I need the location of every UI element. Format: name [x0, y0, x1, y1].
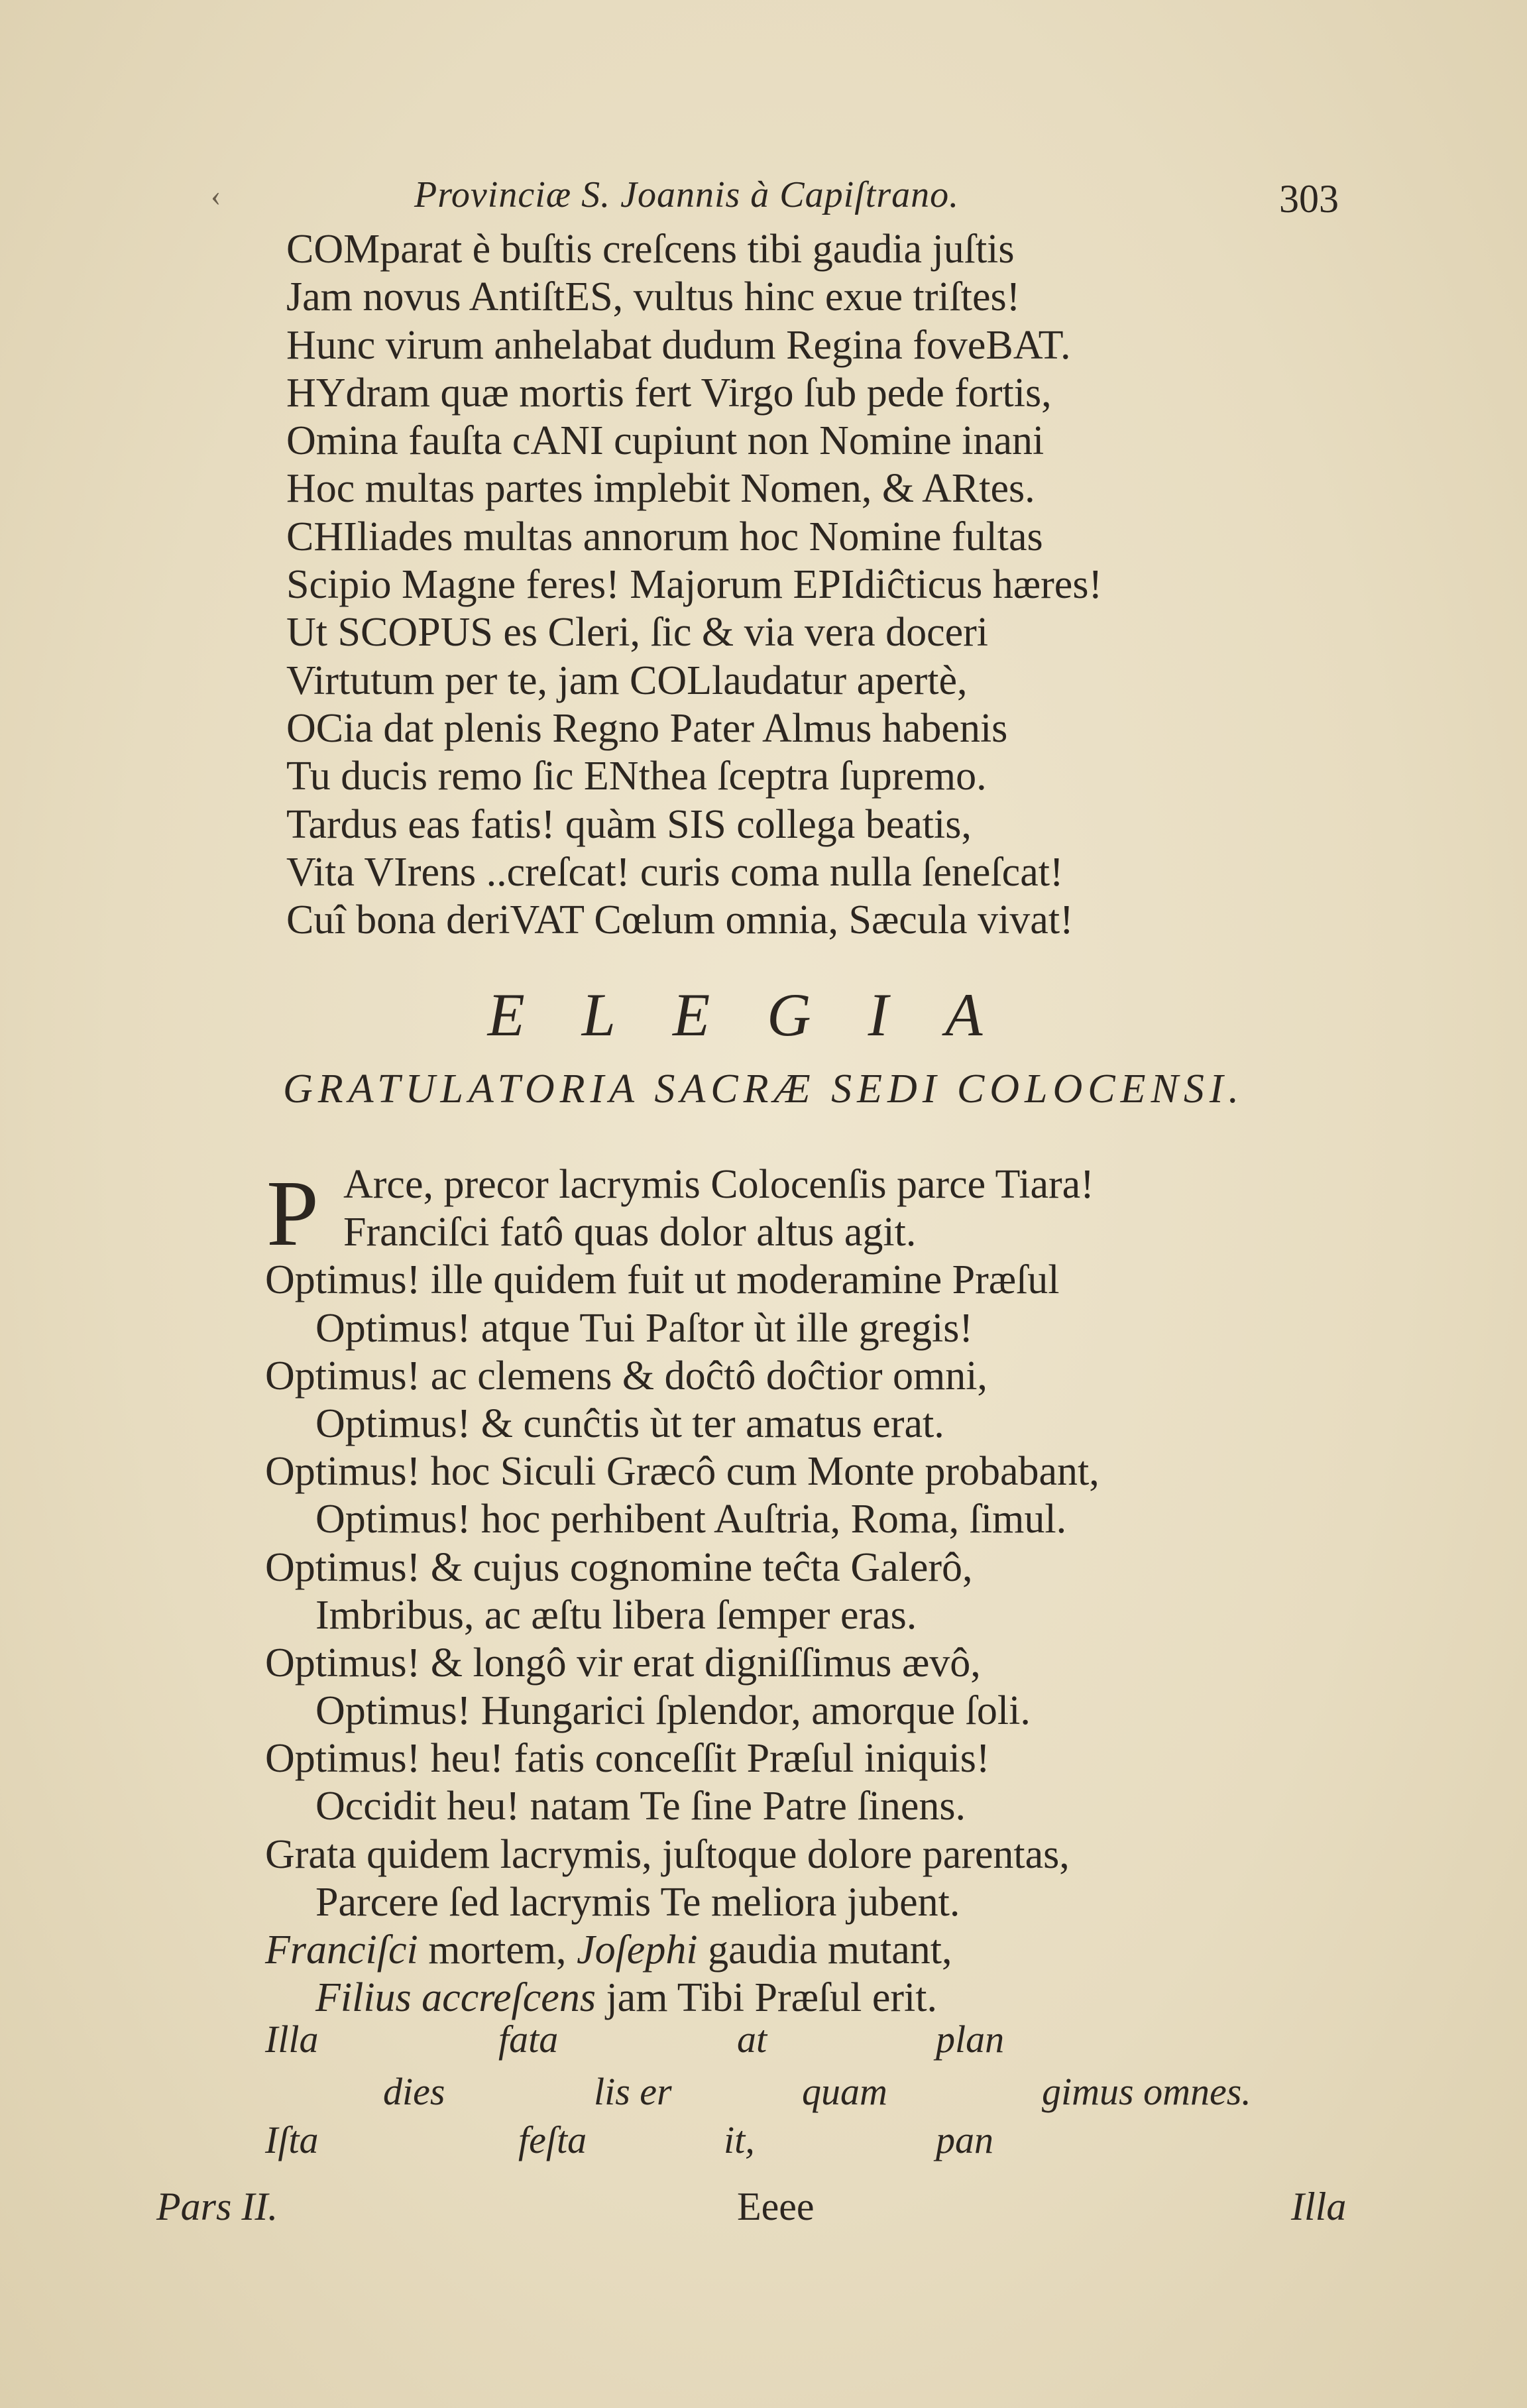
verse-line: Hunc virum anhelabat dudum Regina foveBAT.: [286, 322, 1071, 368]
part-signature: Pars II.: [156, 2185, 278, 2228]
pentameter-line: Optimus! Hungarici ſplendor, amorque ſoli.: [315, 1688, 1031, 1734]
marginal-mark: ‹: [211, 178, 221, 212]
verse-line: Omina fauſta cANI cupiunt non Nomine inani: [286, 418, 1045, 464]
split-word: at: [737, 2018, 767, 2061]
verse-line: HYdram quæ mortis fert Virgo ſub pede fortis,: [286, 370, 1052, 416]
hexameter-line: [265, 1926, 1299, 1974]
page-header: [0, 174, 1527, 227]
italic-phrase: Filius accreſcens: [315, 1975, 596, 2021]
verse-line: Ut SCOPUS es Cleri, ſic & via vera doceri: [286, 610, 988, 656]
split-word: it,: [724, 2118, 755, 2161]
verse-line: Vita VIrens ..creſcat! curis coma nulla ſeneſcat!: [286, 849, 1064, 895]
acrostic-poem: [286, 225, 1267, 944]
running-title: Provinciæ S. Joannis à Capiſtrano.: [414, 174, 960, 215]
elegy-title: ELEGIA: [487, 981, 1040, 1049]
split-verse-row: [0, 2118, 1527, 2165]
pentameter-line: Optimus! & cunĉtis ùt ter amatus erat.: [315, 1401, 944, 1446]
italic-name: Franciſci: [265, 1927, 418, 1973]
pentameter-line: Parcere ſed lacrymis Te meliora jubent.: [315, 1879, 960, 1925]
verse-line: Jam novus AntiſtES, vultus hinc exue triſtes!: [286, 274, 1021, 320]
verse-line: Cuî bona deriVAT Cœlum omnia, Sæcula vivat!: [286, 897, 1074, 943]
verse-line: OCia dat plenis Regno Pater Almus habenis: [286, 705, 1008, 751]
italic-name: Joſephi: [577, 1927, 698, 1973]
hexameter-line: Optimus! hoc Siculi Græcô cum Monte probabant,: [265, 1449, 1100, 1495]
gathering-mark: Eeee: [737, 2185, 815, 2228]
split-word: lis er: [594, 2070, 672, 2113]
line-text: mortem,: [428, 1927, 567, 1973]
page-number: 303: [1279, 177, 1339, 221]
split-word: Iſta: [265, 2118, 319, 2161]
split-word: dies: [383, 2070, 445, 2113]
verse-line: CHIliades multas annorum hoc Nomine fultas: [286, 514, 1043, 559]
pentameter-line: [265, 1974, 1299, 2022]
verse-line: Virtutum per te, jam COLlaudatur apertè,: [286, 658, 968, 703]
pentameter-line: Franciſci fatô quas dolor altus agit.: [343, 1210, 917, 1255]
elegy-subtitle: GRATULATORIA SACRÆ SEDI COLOCENSI.: [282, 1066, 1245, 1112]
verse-line: Scipio Magne feres! Majorum EPIdiĉticus hæres!: [286, 562, 1103, 608]
split-verse-row: [0, 2069, 1527, 2117]
hexameter-line: Optimus! & longô vir erat digniſſimus ævô,: [265, 1640, 981, 1686]
first-line-text: Arce, precor lacrymis Colocenſis parce Tiara!: [343, 1162, 1094, 1207]
line-text: jam Tibi Præſul erit.: [606, 1975, 937, 2021]
split-word: feſta: [518, 2118, 587, 2161]
pentameter-line: Occidit heu! natam Te ſine Patre ſinens.: [315, 1784, 966, 1829]
split-word: Illa: [265, 2018, 319, 2061]
pentameter-line: Optimus! hoc perhibent Auſtria, Roma, ſimul.: [315, 1497, 1067, 1542]
drop-cap: P: [266, 1161, 319, 1265]
split-word: pan: [936, 2118, 993, 2161]
pentameter-line: Imbribus, ac æſtu libera ſemper eras.: [315, 1592, 917, 1638]
verse-line: Tu ducis remo ſic ENthea ſceptra ſupremo.: [286, 754, 987, 799]
page-footer: [0, 2184, 1527, 2237]
pentameter-line: Optimus! atque Tui Paſtor ùt ille gregis!: [315, 1305, 973, 1351]
hexameter-line: Grata quidem lacrymis, juſtoque dolore parentas,: [265, 1831, 1070, 1877]
split-word: fata: [498, 2018, 559, 2061]
hexameter-line: Optimus! ille quidem fuit ut moderamine Præſul: [265, 1257, 1060, 1303]
split-word: plan: [936, 2018, 1005, 2061]
verse-line: Hoc multas partes implebit Nomen, & ARtes.: [286, 466, 1035, 512]
verse-line: Tardus eas fatis! quàm SIS collega beatis,: [286, 801, 972, 847]
elegy-poem: [265, 1161, 1299, 2022]
hexameter-line: Optimus! ac clemens & doĉtô doĉtior omni,: [265, 1353, 988, 1399]
catchword: Illa: [1291, 2185, 1347, 2228]
split-verse-row: [0, 2017, 1527, 2065]
line-text: gaudia mutant,: [708, 1927, 952, 1973]
split-word: gimus omnes.: [1042, 2070, 1251, 2113]
hexameter-line: Optimus! & cujus cognomine teĉta Galerô,: [265, 1544, 973, 1590]
hexameter-line: Optimus! heu! fatis conceſſit Præſul iniquis!: [265, 1736, 990, 1782]
verse-line: COMparat è buſtis creſcens tibi gaudia juſtis: [286, 227, 1015, 272]
split-word: quam: [802, 2070, 887, 2113]
